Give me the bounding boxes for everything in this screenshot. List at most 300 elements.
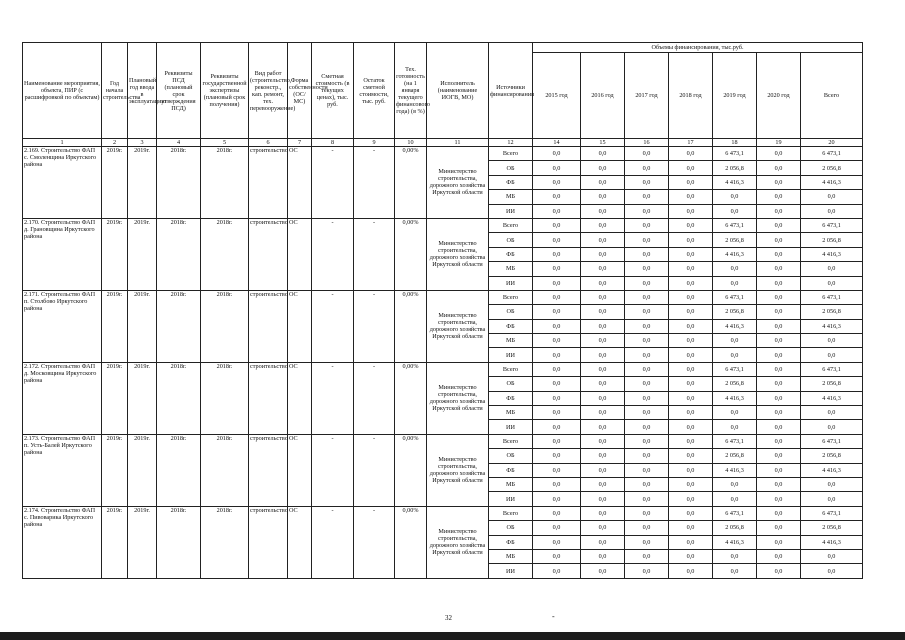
value-cell: 0,0 bbox=[713, 276, 757, 290]
value-cell: 0,0 bbox=[713, 334, 757, 348]
value-cell: 0,0 bbox=[533, 362, 581, 376]
value-cell: 0,0 bbox=[669, 535, 713, 549]
value-cell: 0,0 bbox=[533, 492, 581, 506]
value-cell: 6 473,1 bbox=[713, 290, 757, 304]
value-cell: 4 416,3 bbox=[713, 535, 757, 549]
value-cell: 0,0 bbox=[533, 305, 581, 319]
table-row bbox=[23, 362, 863, 376]
source-cell: ИИ bbox=[489, 564, 533, 578]
table-row bbox=[23, 506, 863, 520]
source-cell: Всего bbox=[489, 362, 533, 376]
value-cell: 0,0 bbox=[581, 247, 625, 261]
value-cell: 0,0 bbox=[757, 449, 801, 463]
header-year: 2018 год bbox=[669, 53, 713, 139]
header-year: 2020 год bbox=[757, 53, 801, 139]
estimate-cell: - bbox=[312, 434, 354, 506]
header-total: Всего bbox=[801, 53, 863, 139]
value-cell: 0,0 bbox=[713, 420, 757, 434]
table-row bbox=[23, 290, 863, 304]
column-number: 1 bbox=[23, 139, 102, 147]
value-cell: 0,0 bbox=[669, 290, 713, 304]
value-cell: 0,0 bbox=[625, 463, 669, 477]
value-cell: 6 473,1 bbox=[713, 506, 757, 520]
value-cell: 0,0 bbox=[581, 449, 625, 463]
value-cell: 2 056,8 bbox=[801, 233, 863, 247]
source-cell: ФБ bbox=[489, 247, 533, 261]
value-cell: 0,0 bbox=[713, 262, 757, 276]
value-cell: 0,0 bbox=[533, 334, 581, 348]
column-number: 19 bbox=[757, 139, 801, 147]
value-cell: 0,0 bbox=[581, 305, 625, 319]
readiness-cell: 0,00% bbox=[395, 506, 427, 578]
executor-cell: Министерство строительства, дорожного хозяйства Иркутской области bbox=[427, 290, 489, 362]
value-cell: 0,0 bbox=[757, 305, 801, 319]
value-cell: 0,0 bbox=[581, 420, 625, 434]
column-number: 16 bbox=[625, 139, 669, 147]
value-cell: 2 056,8 bbox=[713, 233, 757, 247]
column-number: 4 bbox=[157, 139, 201, 147]
value-cell: 0,0 bbox=[625, 175, 669, 189]
value-cell: 0,0 bbox=[581, 477, 625, 491]
value-cell: 0,0 bbox=[533, 406, 581, 420]
value-cell: 0,0 bbox=[581, 262, 625, 276]
project-name-cell: 2.169. Строительство ФАП с. Смоленщина Иркутского района bbox=[23, 147, 102, 219]
value-cell: 0,0 bbox=[757, 463, 801, 477]
header-year: 2017 год bbox=[625, 53, 669, 139]
value-cell: 0,0 bbox=[533, 549, 581, 563]
value-cell: 0,0 bbox=[801, 204, 863, 218]
header-sources: Источники финансирования bbox=[489, 43, 533, 139]
ownership-cell: ОС bbox=[288, 362, 312, 434]
source-cell: ОБ bbox=[489, 521, 533, 535]
remainder-cell: - bbox=[354, 218, 395, 290]
value-cell: 0,0 bbox=[625, 434, 669, 448]
value-cell: 0,0 bbox=[625, 204, 669, 218]
header-start-year: Год начала строительства bbox=[102, 43, 128, 139]
value-cell: 0,0 bbox=[757, 549, 801, 563]
value-cell: 0,0 bbox=[625, 276, 669, 290]
value-cell: 0,0 bbox=[581, 506, 625, 520]
value-cell: 0,0 bbox=[801, 276, 863, 290]
estimate-cell: - bbox=[312, 506, 354, 578]
value-cell: 0,0 bbox=[533, 463, 581, 477]
value-cell: 0,0 bbox=[757, 535, 801, 549]
value-cell: 0,0 bbox=[625, 506, 669, 520]
value-cell: 0,0 bbox=[581, 434, 625, 448]
header-year: 2016 год bbox=[581, 53, 625, 139]
value-cell: 2 056,8 bbox=[801, 521, 863, 535]
value-cell: 0,0 bbox=[625, 233, 669, 247]
project-name-cell: 2.173. Строительство ФАП п. Усть-Балей Иркутского района bbox=[23, 434, 102, 506]
value-cell: 0,0 bbox=[713, 492, 757, 506]
value-cell: 0,0 bbox=[669, 348, 713, 362]
value-cell: 0,0 bbox=[581, 190, 625, 204]
value-cell: 0,0 bbox=[669, 262, 713, 276]
value-cell: 0,0 bbox=[801, 334, 863, 348]
value-cell: 0,0 bbox=[625, 535, 669, 549]
value-cell: 2 056,8 bbox=[801, 377, 863, 391]
executor-cell: Министерство строительства, дорожного хозяйства Иркутской области bbox=[427, 434, 489, 506]
value-cell: 0,0 bbox=[669, 276, 713, 290]
start-year-cell: 2019г. bbox=[102, 147, 128, 219]
value-cell: 0,0 bbox=[581, 175, 625, 189]
value-cell: 0,0 bbox=[533, 521, 581, 535]
value-cell: 0,0 bbox=[625, 549, 669, 563]
remainder-cell: - bbox=[354, 290, 395, 362]
value-cell: 0,0 bbox=[669, 147, 713, 161]
source-cell: ФБ bbox=[489, 463, 533, 477]
column-number: 5 bbox=[201, 139, 249, 147]
header-readiness: Тех. готовность (на 1 января текущего финансового года) (в %) bbox=[395, 43, 427, 139]
source-cell: ИИ bbox=[489, 420, 533, 434]
value-cell: 0,0 bbox=[757, 175, 801, 189]
value-cell: 0,0 bbox=[669, 161, 713, 175]
value-cell: 0,0 bbox=[533, 247, 581, 261]
work-type-cell: строительство bbox=[249, 362, 288, 434]
value-cell: 0,0 bbox=[581, 290, 625, 304]
value-cell: 0,0 bbox=[801, 477, 863, 491]
value-cell: 0,0 bbox=[669, 564, 713, 578]
value-cell: 0,0 bbox=[625, 564, 669, 578]
value-cell: 0,0 bbox=[757, 218, 801, 232]
value-cell: 0,0 bbox=[625, 161, 669, 175]
value-cell: 0,0 bbox=[581, 147, 625, 161]
value-cell: 0,0 bbox=[533, 233, 581, 247]
value-cell: 0,0 bbox=[625, 492, 669, 506]
value-cell: 0,0 bbox=[713, 190, 757, 204]
value-cell: 0,0 bbox=[533, 161, 581, 175]
value-cell: 0,0 bbox=[669, 449, 713, 463]
value-cell: 0,0 bbox=[669, 334, 713, 348]
value-cell: 6 473,1 bbox=[801, 362, 863, 376]
value-cell: 0,0 bbox=[669, 319, 713, 333]
work-type-cell: строительство bbox=[249, 147, 288, 219]
value-cell: 0,0 bbox=[669, 362, 713, 376]
source-cell: ИИ bbox=[489, 348, 533, 362]
column-number-row bbox=[23, 139, 863, 147]
source-cell: МБ bbox=[489, 190, 533, 204]
value-cell: 0,0 bbox=[713, 204, 757, 218]
value-cell: 4 416,3 bbox=[801, 391, 863, 405]
value-cell: 6 473,1 bbox=[713, 362, 757, 376]
value-cell: 0,0 bbox=[757, 521, 801, 535]
value-cell: 0,0 bbox=[581, 334, 625, 348]
value-cell: 2 056,8 bbox=[713, 377, 757, 391]
value-cell: 0,0 bbox=[625, 290, 669, 304]
value-cell: 0,0 bbox=[757, 190, 801, 204]
value-cell: 0,0 bbox=[533, 420, 581, 434]
value-cell: 0,0 bbox=[625, 477, 669, 491]
project-name-cell: 2.174. Строительство ФАП с. Пивоварика Иркутского района bbox=[23, 506, 102, 578]
value-cell: 6 473,1 bbox=[713, 218, 757, 232]
value-cell: 0,0 bbox=[757, 420, 801, 434]
start-year-cell: 2019г. bbox=[102, 506, 128, 578]
value-cell: 0,0 bbox=[533, 477, 581, 491]
column-number: 7 bbox=[288, 139, 312, 147]
value-cell: 0,0 bbox=[757, 262, 801, 276]
value-cell: 0,0 bbox=[669, 492, 713, 506]
value-cell: 0,0 bbox=[581, 348, 625, 362]
expertise-cell: 2018г. bbox=[201, 434, 249, 506]
value-cell: 0,0 bbox=[757, 506, 801, 520]
value-cell: 0,0 bbox=[533, 391, 581, 405]
value-cell: 0,0 bbox=[669, 247, 713, 261]
value-cell: 0,0 bbox=[669, 549, 713, 563]
header-year: 2015 год bbox=[533, 53, 581, 139]
psd-cell: 2018г. bbox=[157, 290, 201, 362]
value-cell: 4 416,3 bbox=[713, 247, 757, 261]
value-cell: 0,0 bbox=[625, 377, 669, 391]
value-cell: 4 416,3 bbox=[801, 319, 863, 333]
header-work-type: Вид работ (строительство, реконстр., кап. ремонт, тех. перевооружение) bbox=[249, 43, 288, 139]
value-cell: 0,0 bbox=[625, 218, 669, 232]
value-cell: 4 416,3 bbox=[713, 175, 757, 189]
value-cell: 0,0 bbox=[757, 348, 801, 362]
value-cell: 0,0 bbox=[581, 319, 625, 333]
value-cell: 0,0 bbox=[625, 147, 669, 161]
value-cell: 0,0 bbox=[533, 276, 581, 290]
value-cell: 0,0 bbox=[801, 262, 863, 276]
header-name: Наименование мероприятия, объекта, ПИР (с расшифровкой по объектам) bbox=[23, 43, 102, 139]
value-cell: 0,0 bbox=[581, 233, 625, 247]
column-number: 10 bbox=[395, 139, 427, 147]
source-cell: ИИ bbox=[489, 204, 533, 218]
source-cell: ФБ bbox=[489, 391, 533, 405]
value-cell: 0,0 bbox=[625, 334, 669, 348]
value-cell: 4 416,3 bbox=[801, 175, 863, 189]
expertise-cell: 2018г. bbox=[201, 506, 249, 578]
value-cell: 0,0 bbox=[669, 391, 713, 405]
value-cell: 0,0 bbox=[581, 276, 625, 290]
value-cell: 0,0 bbox=[669, 420, 713, 434]
column-number: 3 bbox=[128, 139, 157, 147]
estimate-cell: - bbox=[312, 218, 354, 290]
value-cell: 0,0 bbox=[581, 535, 625, 549]
value-cell: 6 473,1 bbox=[801, 218, 863, 232]
value-cell: 0,0 bbox=[757, 204, 801, 218]
commission-year-cell: 2019г. bbox=[128, 506, 157, 578]
value-cell: 0,0 bbox=[757, 276, 801, 290]
value-cell: 2 056,8 bbox=[801, 305, 863, 319]
value-cell: 6 473,1 bbox=[713, 147, 757, 161]
project-name-cell: 2.170. Строительство ФАП д. Грановщина Иркутского района bbox=[23, 218, 102, 290]
source-cell: МБ bbox=[489, 262, 533, 276]
psd-cell: 2018г. bbox=[157, 506, 201, 578]
commission-year-cell: 2019г. bbox=[128, 290, 157, 362]
source-cell: ФБ bbox=[489, 535, 533, 549]
remainder-cell: - bbox=[354, 362, 395, 434]
expertise-cell: 2018г. bbox=[201, 147, 249, 219]
value-cell: 0,0 bbox=[669, 521, 713, 535]
value-cell: 0,0 bbox=[533, 449, 581, 463]
column-number: 14 bbox=[533, 139, 581, 147]
value-cell: 0,0 bbox=[625, 391, 669, 405]
source-cell: МБ bbox=[489, 406, 533, 420]
value-cell: 0,0 bbox=[801, 406, 863, 420]
value-cell: 0,0 bbox=[625, 449, 669, 463]
readiness-cell: 0,00% bbox=[395, 218, 427, 290]
source-cell: ОБ bbox=[489, 161, 533, 175]
value-cell: 0,0 bbox=[533, 348, 581, 362]
document-page bbox=[22, 42, 862, 579]
table-row bbox=[23, 147, 863, 161]
value-cell: 2 056,8 bbox=[713, 449, 757, 463]
work-type-cell: строительство bbox=[249, 290, 288, 362]
value-cell: 0,0 bbox=[801, 549, 863, 563]
value-cell: 0,0 bbox=[533, 262, 581, 276]
value-cell: 0,0 bbox=[713, 348, 757, 362]
value-cell: 0,0 bbox=[757, 477, 801, 491]
ownership-cell: ОС bbox=[288, 506, 312, 578]
column-number: 18 bbox=[713, 139, 757, 147]
remainder-cell: - bbox=[354, 434, 395, 506]
value-cell: 0,0 bbox=[669, 218, 713, 232]
value-cell: 0,0 bbox=[757, 161, 801, 175]
estimate-cell: - bbox=[312, 290, 354, 362]
value-cell: 0,0 bbox=[757, 334, 801, 348]
value-cell: 0,0 bbox=[757, 319, 801, 333]
value-cell: 0,0 bbox=[669, 190, 713, 204]
header-estimate: Сметная стоимость (в текущих ценах), тыс. руб. bbox=[312, 43, 354, 139]
source-cell: ОБ bbox=[489, 377, 533, 391]
estimate-cell: - bbox=[312, 147, 354, 219]
source-cell: ФБ bbox=[489, 319, 533, 333]
value-cell: 4 416,3 bbox=[713, 391, 757, 405]
value-cell: 0,0 bbox=[581, 549, 625, 563]
value-cell: 0,0 bbox=[713, 549, 757, 563]
column-number: 12 bbox=[489, 139, 533, 147]
value-cell: 0,0 bbox=[533, 319, 581, 333]
value-cell: 0,0 bbox=[581, 564, 625, 578]
source-cell: Всего bbox=[489, 434, 533, 448]
source-cell: ОБ bbox=[489, 233, 533, 247]
value-cell: 0,0 bbox=[757, 434, 801, 448]
column-number: 15 bbox=[581, 139, 625, 147]
value-cell: 4 416,3 bbox=[713, 463, 757, 477]
column-number: 2 bbox=[102, 139, 128, 147]
executor-cell: Министерство строительства, дорожного хозяйства Иркутской области bbox=[427, 218, 489, 290]
value-cell: 0,0 bbox=[801, 492, 863, 506]
value-cell: 0,0 bbox=[625, 420, 669, 434]
value-cell: 0,0 bbox=[713, 477, 757, 491]
column-number: 11 bbox=[427, 139, 489, 147]
commission-year-cell: 2019г. bbox=[128, 434, 157, 506]
source-cell: ОБ bbox=[489, 305, 533, 319]
source-cell: Всего bbox=[489, 290, 533, 304]
value-cell: 0,0 bbox=[581, 218, 625, 232]
value-cell: 2 056,8 bbox=[713, 521, 757, 535]
table-row bbox=[23, 434, 863, 448]
value-cell: 4 416,3 bbox=[801, 247, 863, 261]
start-year-cell: 2019г. bbox=[102, 362, 128, 434]
source-cell: Всего bbox=[489, 506, 533, 520]
value-cell: 0,0 bbox=[625, 190, 669, 204]
value-cell: 0,0 bbox=[625, 247, 669, 261]
value-cell: 0,0 bbox=[669, 377, 713, 391]
expertise-cell: 2018г. bbox=[201, 218, 249, 290]
expertise-cell: 2018г. bbox=[201, 290, 249, 362]
column-number: 20 bbox=[801, 139, 863, 147]
estimate-cell: - bbox=[312, 362, 354, 434]
ownership-cell: ОС bbox=[288, 147, 312, 219]
value-cell: 0,0 bbox=[581, 377, 625, 391]
header-year: 2019 год bbox=[713, 53, 757, 139]
value-cell: 0,0 bbox=[581, 406, 625, 420]
value-cell: 2 056,8 bbox=[801, 449, 863, 463]
column-number: 9 bbox=[354, 139, 395, 147]
value-cell: 0,0 bbox=[669, 175, 713, 189]
value-cell: 0,0 bbox=[581, 204, 625, 218]
work-type-cell: строительство bbox=[249, 506, 288, 578]
start-year-cell: 2019г. bbox=[102, 218, 128, 290]
value-cell: 0,0 bbox=[801, 420, 863, 434]
source-cell: ИИ bbox=[489, 492, 533, 506]
value-cell: 0,0 bbox=[713, 406, 757, 420]
value-cell: 0,0 bbox=[757, 147, 801, 161]
value-cell: 0,0 bbox=[625, 348, 669, 362]
value-cell: 2 056,8 bbox=[801, 161, 863, 175]
value-cell: 0,0 bbox=[533, 506, 581, 520]
value-cell: 0,0 bbox=[757, 377, 801, 391]
scan-border bbox=[0, 632, 905, 640]
source-cell: ОБ bbox=[489, 449, 533, 463]
value-cell: 0,0 bbox=[713, 564, 757, 578]
value-cell: 0,0 bbox=[533, 434, 581, 448]
header-commission-year: Плановый год ввода в эксплуатацию bbox=[128, 43, 157, 139]
header-remainder: Остаток сметной стоимости, тыс. руб. bbox=[354, 43, 395, 139]
column-number: 17 bbox=[669, 139, 713, 147]
psd-cell: 2018г. bbox=[157, 218, 201, 290]
table-header bbox=[23, 43, 863, 139]
value-cell: 0,0 bbox=[533, 564, 581, 578]
readiness-cell: 0,00% bbox=[395, 147, 427, 219]
readiness-cell: 0,00% bbox=[395, 434, 427, 506]
start-year-cell: 2019г. bbox=[102, 434, 128, 506]
header-psd: Реквизиты ПСД (плановый срок утверждения ПСД) bbox=[157, 43, 201, 139]
readiness-cell: 0,00% bbox=[395, 362, 427, 434]
value-cell: 0,0 bbox=[669, 305, 713, 319]
header-funding-group: Объемы финансирования, тыс.руб. bbox=[533, 43, 863, 53]
value-cell: 0,0 bbox=[669, 463, 713, 477]
source-cell: МБ bbox=[489, 477, 533, 491]
remainder-cell: - bbox=[354, 147, 395, 219]
value-cell: 0,0 bbox=[757, 492, 801, 506]
value-cell: 0,0 bbox=[533, 377, 581, 391]
value-cell: 0,0 bbox=[581, 521, 625, 535]
psd-cell: 2018г. bbox=[157, 362, 201, 434]
header-expertise: Реквизиты государственной экспертизы (плановый срок получения) bbox=[201, 43, 249, 139]
work-type-cell: строительство bbox=[249, 218, 288, 290]
value-cell: 0,0 bbox=[625, 521, 669, 535]
commission-year-cell: 2019г. bbox=[128, 218, 157, 290]
column-number: 8 bbox=[312, 139, 354, 147]
source-cell: Всего bbox=[489, 147, 533, 161]
source-cell: МБ bbox=[489, 334, 533, 348]
value-cell: 0,0 bbox=[669, 233, 713, 247]
source-cell: Всего bbox=[489, 218, 533, 232]
financing-table bbox=[22, 42, 863, 579]
value-cell: 4 416,3 bbox=[713, 319, 757, 333]
psd-cell: 2018г. bbox=[157, 147, 201, 219]
value-cell: 0,0 bbox=[581, 391, 625, 405]
value-cell: 0,0 bbox=[757, 233, 801, 247]
value-cell: 0,0 bbox=[581, 161, 625, 175]
commission-year-cell: 2019г. bbox=[128, 362, 157, 434]
source-cell: ФБ bbox=[489, 175, 533, 189]
value-cell: 0,0 bbox=[533, 175, 581, 189]
header-executor: Исполнитель (наименование ИОГВ, МО) bbox=[427, 43, 489, 139]
value-cell: 0,0 bbox=[533, 535, 581, 549]
